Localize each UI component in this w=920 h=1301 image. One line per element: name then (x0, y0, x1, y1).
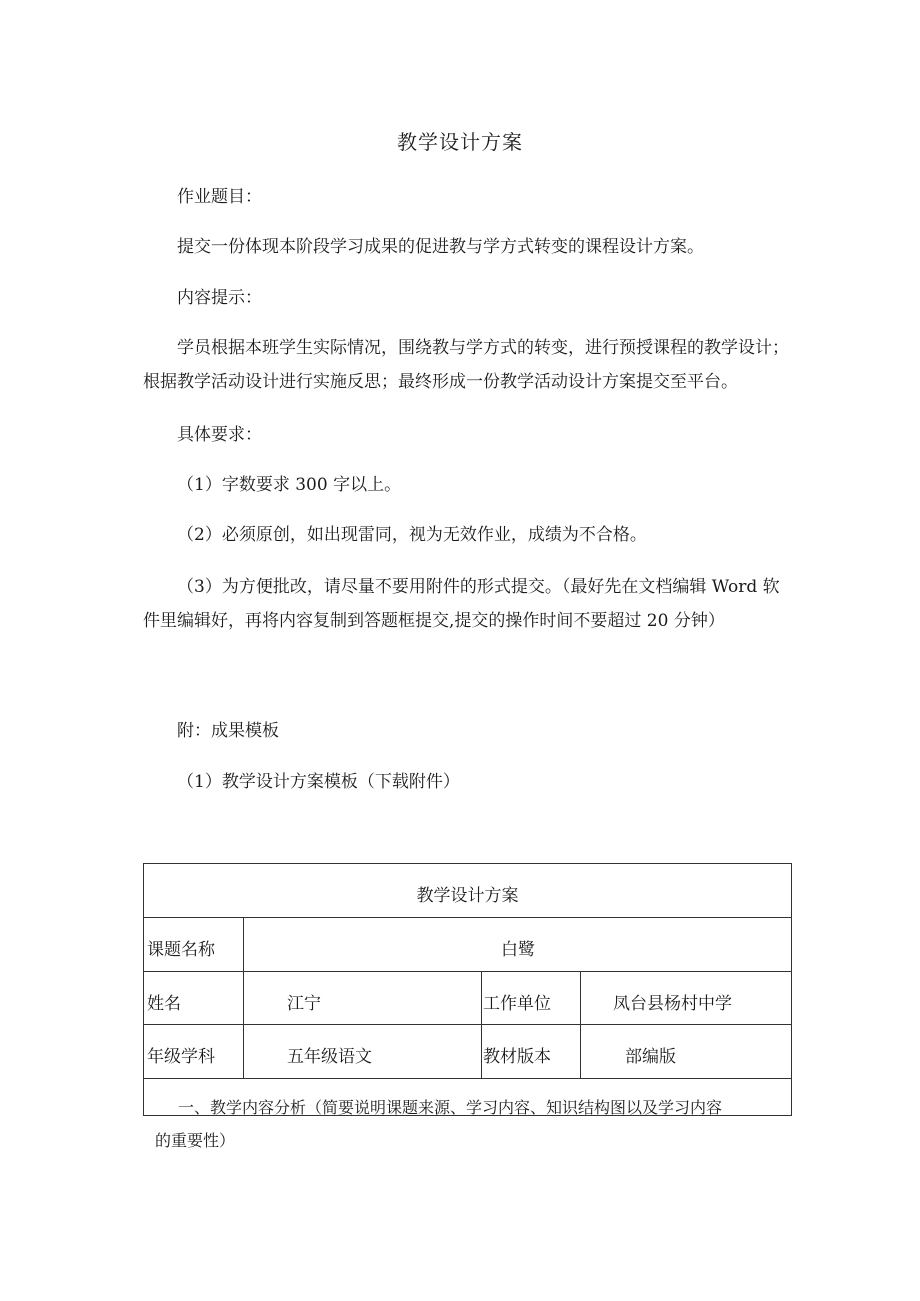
textbook-edition-label: 教材版本 (483, 1047, 551, 1067)
name-value: 江宁 (287, 994, 321, 1014)
table-column-divider (580, 971, 581, 1078)
topic-value: 白鹭 (501, 940, 535, 960)
table-divider (144, 917, 791, 918)
appendix-item: （1）教学设计方案模板（下载附件） (177, 772, 460, 792)
lesson-plan-table (143, 863, 792, 1116)
name-label: 姓名 (147, 994, 181, 1014)
table-divider (144, 971, 791, 972)
table-title: 教学设计方案 (416, 886, 519, 906)
table-column-divider (243, 917, 244, 1078)
table-divider (144, 1024, 791, 1025)
table-column-divider (481, 971, 482, 1078)
topic-label: 课题名称 (147, 940, 215, 960)
requirement-1: （1）字数要求 300 字以上。 (177, 475, 402, 495)
hint-label: 内容提示： (177, 288, 262, 308)
textbook-edition-value: 部编版 (625, 1047, 676, 1067)
assignment-label: 作业题目： (177, 187, 262, 207)
page-title: 教学设计方案 (397, 130, 523, 154)
grade-subject-value: 五年级语文 (287, 1047, 372, 1067)
requirement-2: （2）必须原创，如出现雷同，视为无效作业，成绩为不合格。 (177, 525, 647, 545)
assignment-text: 提交一份体现本阶段学习成果的促进教与学方式转变的课程设计方案。 (177, 237, 704, 257)
requirements-label: 具体要求： (177, 425, 262, 445)
table-divider (144, 1078, 791, 1079)
content-analysis-line2: 的重要性） (155, 1131, 236, 1150)
work-unit-label: 工作单位 (483, 994, 551, 1014)
grade-subject-label: 年级学科 (147, 1047, 215, 1067)
content-analysis-line1: 一、教学内容分析（简要说明课题来源、学习内容、知识结构图以及学习内容 (178, 1098, 723, 1117)
requirement-3-line1: （3）为方便批改，请尽量不要用附件的形式提交。（最好先在文档编辑 Word 软 (177, 577, 780, 597)
hint-text-line1: 学员根据本班学生实际情况，围绕教与学方式的转变，进行预授课程的教学设计； (177, 338, 789, 358)
hint-text-line2: 根据教学活动设计进行实施反思；最终形成一份教学活动设计方案提交至平台。 (143, 372, 738, 392)
appendix-label: 附：成果模板 (177, 721, 279, 741)
work-unit-value: 凤台县杨村中学 (613, 994, 732, 1014)
requirement-3-line2: 件里编辑好，再将内容复制到答题框提交,提交的操作时间不要超过 20 分钟） (143, 611, 725, 631)
